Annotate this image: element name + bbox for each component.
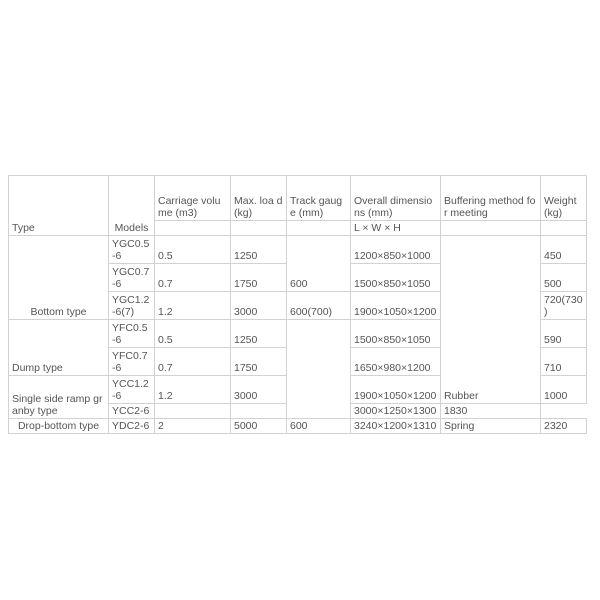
weight-cell: 1000 <box>541 376 587 404</box>
table-row <box>9 419 587 434</box>
model-cell: YGC1.2 -6(7) <box>109 292 155 320</box>
unit-cell-empty <box>441 221 541 236</box>
dimensions-cell: 1200×850×1000 <box>351 236 441 264</box>
volume-cell: 0.5 <box>155 236 231 264</box>
header-buffering-method: Buffering method fo r meeting <box>441 176 541 221</box>
header-carriage-volume: Carriage volu me (m3) <box>155 176 231 221</box>
model-cell: YGC0.5 -6 <box>109 236 155 264</box>
model-cell: YCC2-6 <box>109 404 155 419</box>
model-cell: YGC0.7 -6 <box>109 264 155 292</box>
header-models: Models <box>109 176 155 236</box>
weight-cell: 1830 <box>441 404 541 419</box>
header-row <box>9 176 587 221</box>
table-row <box>9 236 587 264</box>
specification-table <box>8 175 587 434</box>
weight-cell: 450 <box>541 236 587 264</box>
type-dump: Dump type <box>9 320 109 376</box>
header-max-load: Max. loa d (kg) <box>231 176 287 221</box>
volume-cell: 0.5 <box>155 320 231 348</box>
unit-cell-empty <box>287 221 351 236</box>
dimensions-cell: 1500×850×1050 <box>351 264 441 292</box>
load-cell: 3000 <box>231 292 287 320</box>
weight-cell: 2320 <box>541 419 587 434</box>
gauge-cell: 600 <box>287 236 351 292</box>
dimensions-cell: 3000×1250×1300 <box>351 404 441 419</box>
dimension-unit: L × W × H <box>351 221 441 236</box>
gauge-cell: 600 <box>287 419 351 434</box>
buffering-spring: Spring <box>441 419 541 434</box>
dimensions-cell: 1900×1050×1200 <box>351 292 441 320</box>
load-cell: 5000 <box>231 419 287 434</box>
weight-cell: 500 <box>541 264 587 292</box>
volume-cell: 0.7 <box>155 348 231 376</box>
volume-cell: 1.2 <box>155 292 231 320</box>
dimensions-cell: 3240×1200×1310 <box>351 419 441 434</box>
dimensions-cell: 1500×850×1050 <box>351 320 441 348</box>
model-cell: YCC1.2 -6 <box>109 376 155 404</box>
header-track-gauge: Track gaug e (mm) <box>287 176 351 221</box>
type-single-side: Single side ramp gr anby type <box>9 376 109 419</box>
unit-cell-empty <box>155 221 231 236</box>
gauge-cell-empty <box>287 320 351 419</box>
unit-cell-empty <box>231 221 287 236</box>
dimensions-cell: 1650×980×1200 <box>351 348 441 376</box>
volume-cell: 1.2 <box>155 376 231 404</box>
type-bottom: Bottom type <box>9 236 109 320</box>
buffering-rubber: Rubber <box>441 236 541 404</box>
model-cell: YFC0.5 -6 <box>109 320 155 348</box>
load-cell: 3000 <box>231 376 287 404</box>
header-weight: Weight (kg) <box>541 176 587 221</box>
model-cell: YDC2-6 <box>109 419 155 434</box>
header-type: Type <box>9 176 109 236</box>
dimensions-cell: 1900×1050×1200 <box>351 376 441 404</box>
load-cell: 1250 <box>231 236 287 264</box>
model-cell: YFC0.7 -6 <box>109 348 155 376</box>
unit-cell-empty <box>541 221 587 236</box>
load-cell: 1750 <box>231 264 287 292</box>
gauge-cell: 600(700) <box>287 292 351 320</box>
weight-cell: 590 <box>541 320 587 348</box>
weight-cell: 720(730 ) <box>541 292 587 320</box>
volume-cell: 0.7 <box>155 264 231 292</box>
load-cell: 1750 <box>231 348 287 376</box>
weight-cell: 710 <box>541 348 587 376</box>
header-overall-dimensions: Overall dimensio ns (mm) <box>351 176 441 221</box>
volume-cell: 2 <box>155 419 231 434</box>
load-cell <box>231 404 287 419</box>
type-drop-bottom: Drop-bottom type <box>9 419 109 434</box>
load-cell: 1250 <box>231 320 287 348</box>
volume-cell <box>155 404 231 419</box>
